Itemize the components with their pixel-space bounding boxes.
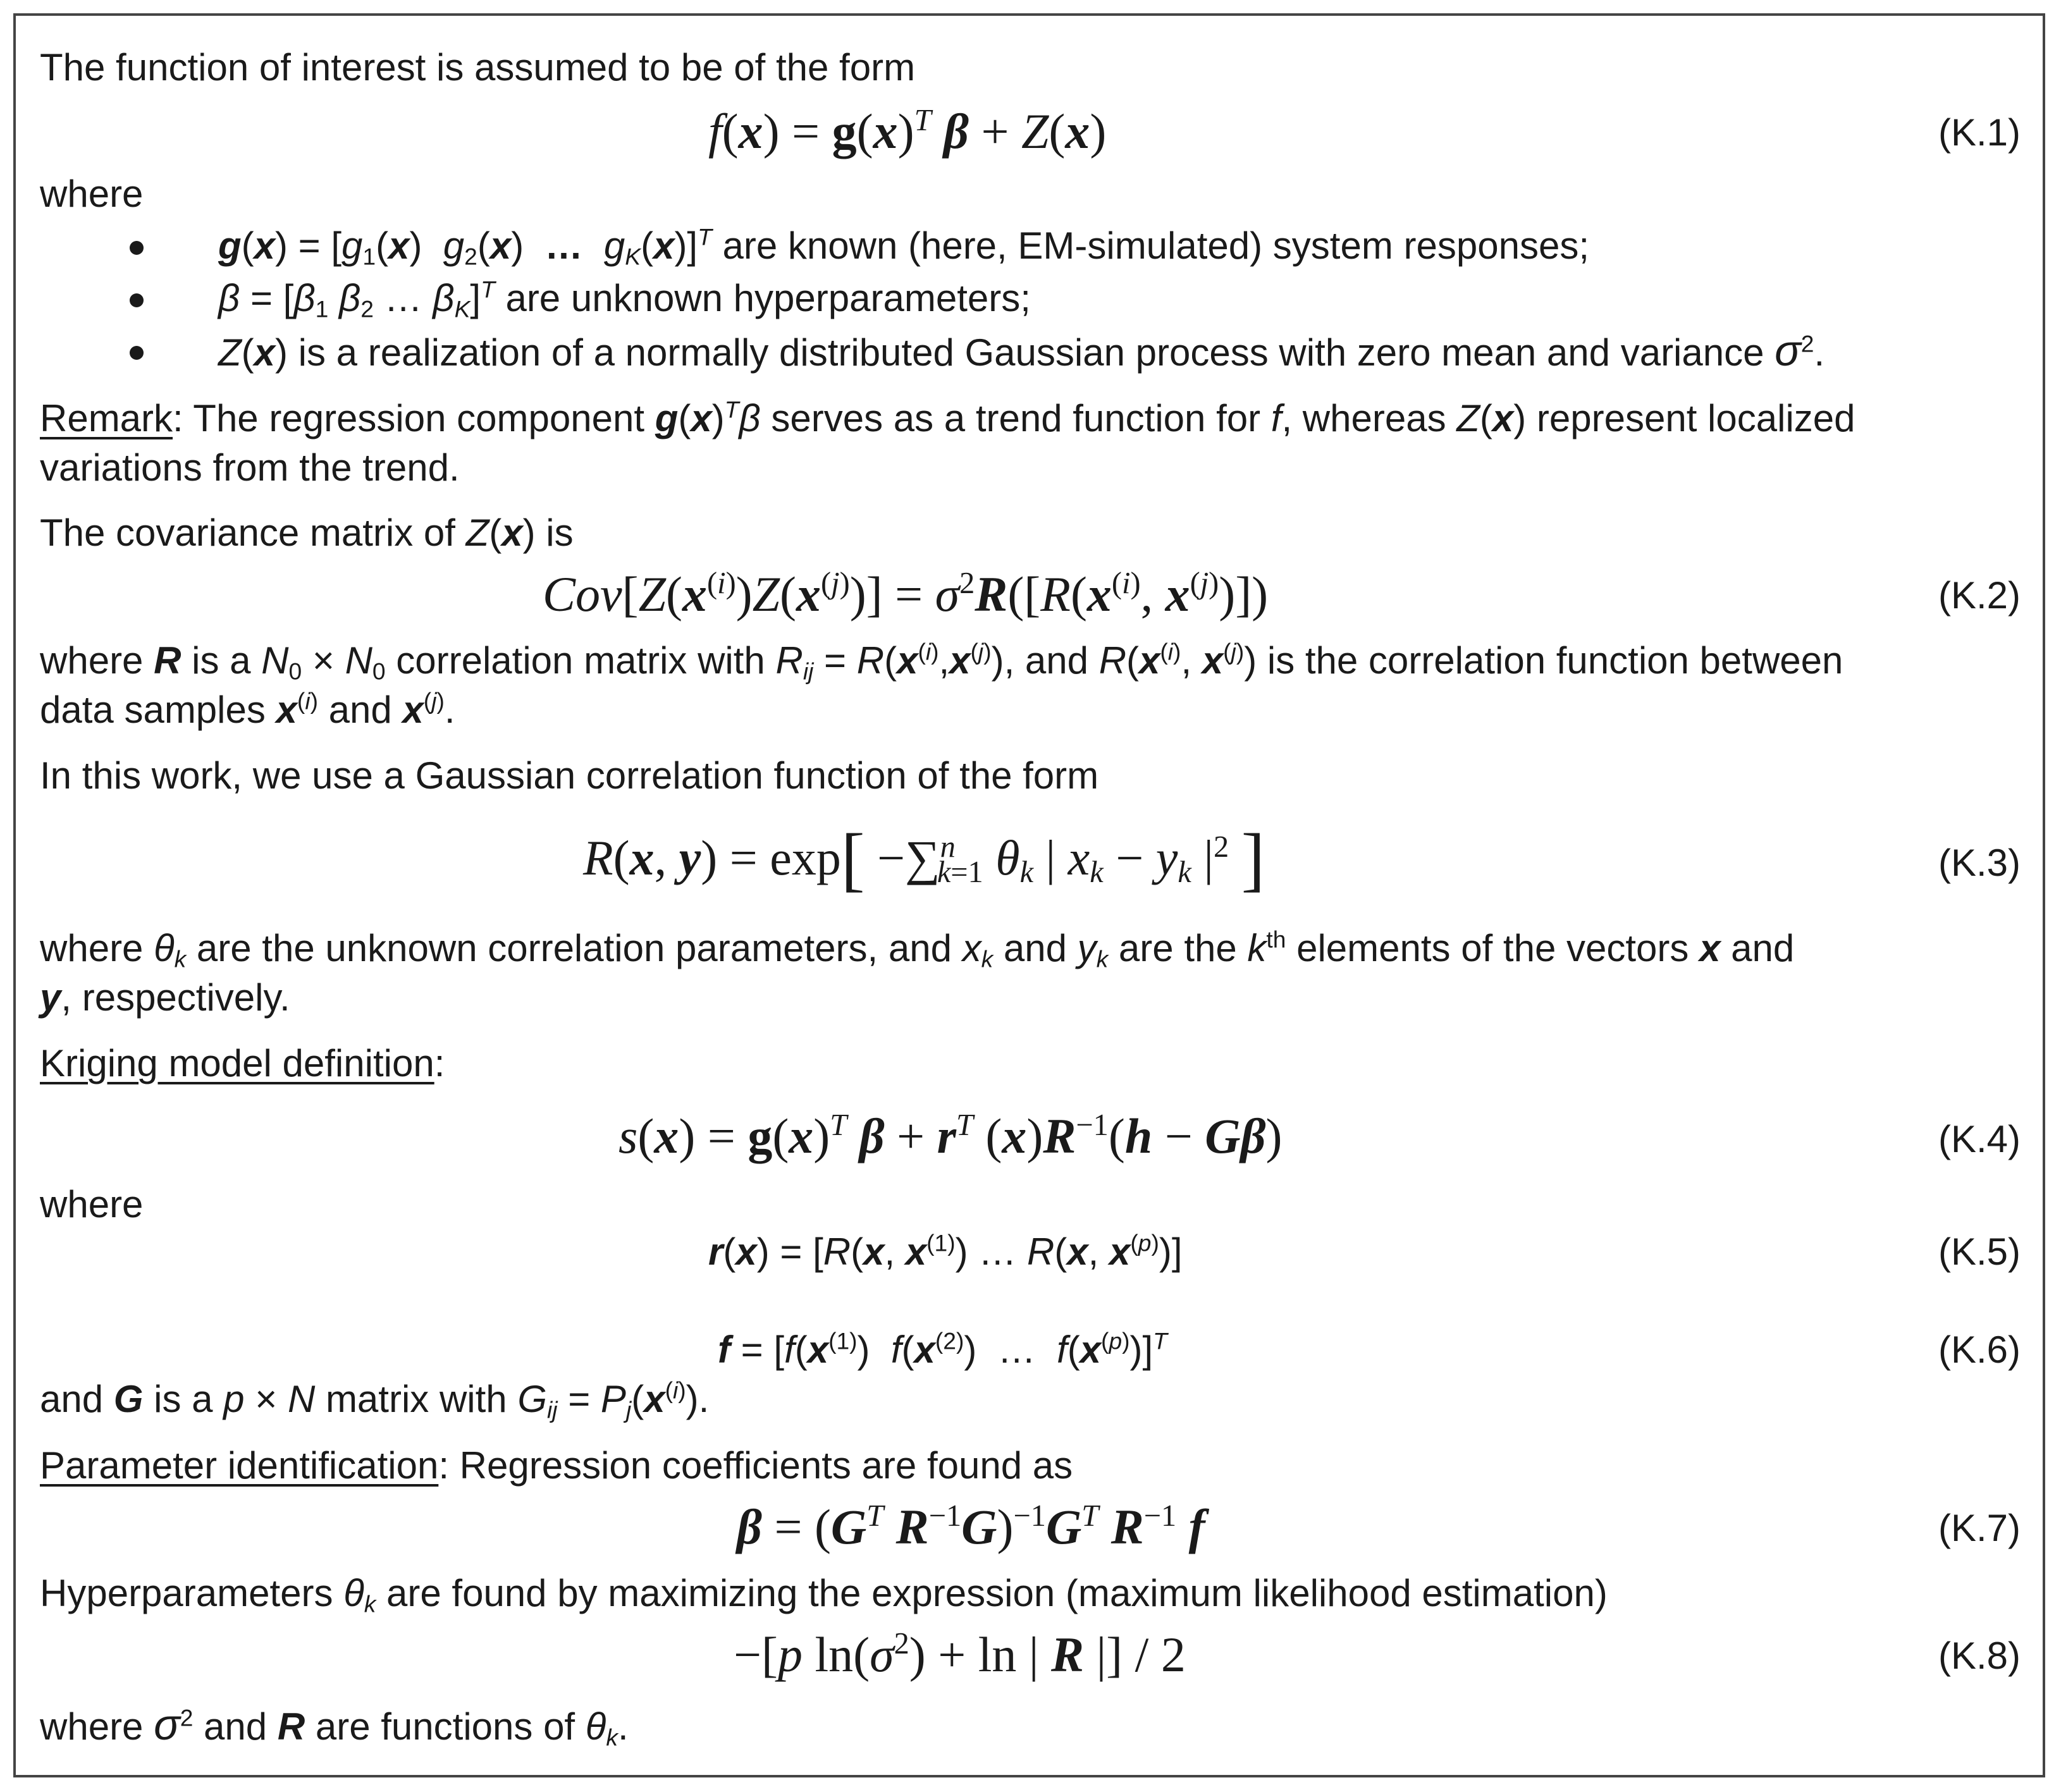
cov-intro: The covariance matrix of Z(x) is [40, 512, 574, 554]
equation-number-k3: (K.3) [1938, 842, 2021, 884]
equation-number-k8: (K.8) [1938, 1635, 2021, 1677]
equation-number-k4: (K.4) [1938, 1118, 2021, 1160]
theta-desc-line-1: where $\theta_k$ are the unknown correlation parameters, and $x_k$ and $y_k$ are the $k^{th}$ elements of the vectors x and [40, 926, 1795, 973]
hyper-text: Hyperparameters $\theta_k$ are found by maximizing the expression (maximum likelihood estimation) [40, 1572, 1608, 1617]
intro-text: The function of interest is assumed to be of the form [40, 46, 916, 89]
param-heading: Parameter identification: Regression coefficients are found as [40, 1444, 1073, 1487]
equation-k7: $\beta = (G^T$ $R^{-1}G)^{-1}G^T$ $R^{-1}$ f [737, 1499, 1205, 1554]
where-label-2: where [40, 1183, 144, 1225]
bullet-z: Z(x) is a realization of a normally distributed Gaussian process with zero mean and variance $\sigma^2$. [218, 326, 1825, 375]
equation-k5: r(x) = [R(x, $x^{(1)}$) … R(x, $x^{(p)}$)] [708, 1229, 1183, 1273]
equation-k4: $s(x) = g(x)^T$ $\beta + r^T$ $(x)R^{-1}(h - G\beta)$ [618, 1108, 1283, 1163]
remark-label: Remark [40, 397, 173, 439]
bullet-beta: $\beta = [\beta_1$ $\beta_2$ … $\beta_K]^T$ are unknown hyperparameters; [218, 276, 1031, 322]
bullet-g-text: are known (here, EM-simulated) system responses; [711, 224, 1589, 267]
equation-number-k1: (K.1) [1938, 111, 2021, 154]
equation-k8: −[p $\ln(\sigma^2) + \ln$ | R |] / 2 [734, 1626, 1186, 1682]
where-label-1: where [40, 173, 144, 215]
bullet-icon [130, 293, 144, 307]
equation-number-k5: (K.5) [1938, 1230, 2021, 1273]
equation-k3: R(x, y) = exp[ −∑$^n_{k=1}$ $\theta_k$ | $x_k - y_k$ $|^2$ ] [583, 819, 1265, 899]
equation-k6: $f = [f(x^{(1)})$ $f(x^{(2)})$ … $f(x^{(p)})]^T$ [718, 1327, 1167, 1371]
r-desc-line-2: data samples $x^{(i)}$ and $x^{(j)}$. [40, 687, 455, 731]
remark-line-1: Remark: The regression component $g(x)^T\beta$ serves as a trend function for f, whereas Z(x) represent localized [40, 396, 1855, 439]
bullet-icon [130, 241, 144, 255]
r-desc-line-1: where R is a $N_0 \times N_0$ correlation matrix with $R_{ij} = R(x^{(i)},x^{(j)})$, and $R(x^{(i)}$, $x^{(j)}$) is the correlation function between [40, 638, 1843, 685]
remark-line-2: variations from the trend. [40, 446, 460, 489]
equation-number-k2: (K.2) [1938, 574, 2021, 617]
g-desc: and G is a p × N matrix with $G_{ij} = P_j(x^{(i)})$. [40, 1377, 710, 1423]
equation-number-k7: (K.7) [1938, 1507, 2021, 1549]
bullet-beta-text: are unknown hyperparameters; [495, 277, 1031, 319]
gauss-intro: In this work, we use a Gaussian correlation function of the form [40, 754, 1099, 797]
kriging-heading: Kriging model definition: [40, 1042, 445, 1084]
bullet-icon [130, 346, 144, 360]
equation-k2: $Cov[Z(x^{(i)})Z(x^{(j)})] = \sigma^2R([R(x^{(i)}$, $x^{(j)}$)]) [543, 566, 1269, 622]
equation-k1: $f(x) = g(x)^T$ β + Z(x) [708, 103, 1107, 159]
final-line: where $\sigma^2$ and R are functions of $\theta_k$. [40, 1700, 629, 1751]
equation-number-k6: (K.6) [1938, 1329, 2021, 1371]
bullet-z-text: is a realization of a normally distributed Gaussian process with zero mean and variance [288, 331, 1775, 374]
theta-desc-line-2: y, respectively. [40, 976, 290, 1019]
bullet-g: $g(x) = [g_1(x)$ $g_2(x)$ … $g_K(x)]^T$ are known (here, EM-simulated) system responses; [218, 223, 1589, 270]
